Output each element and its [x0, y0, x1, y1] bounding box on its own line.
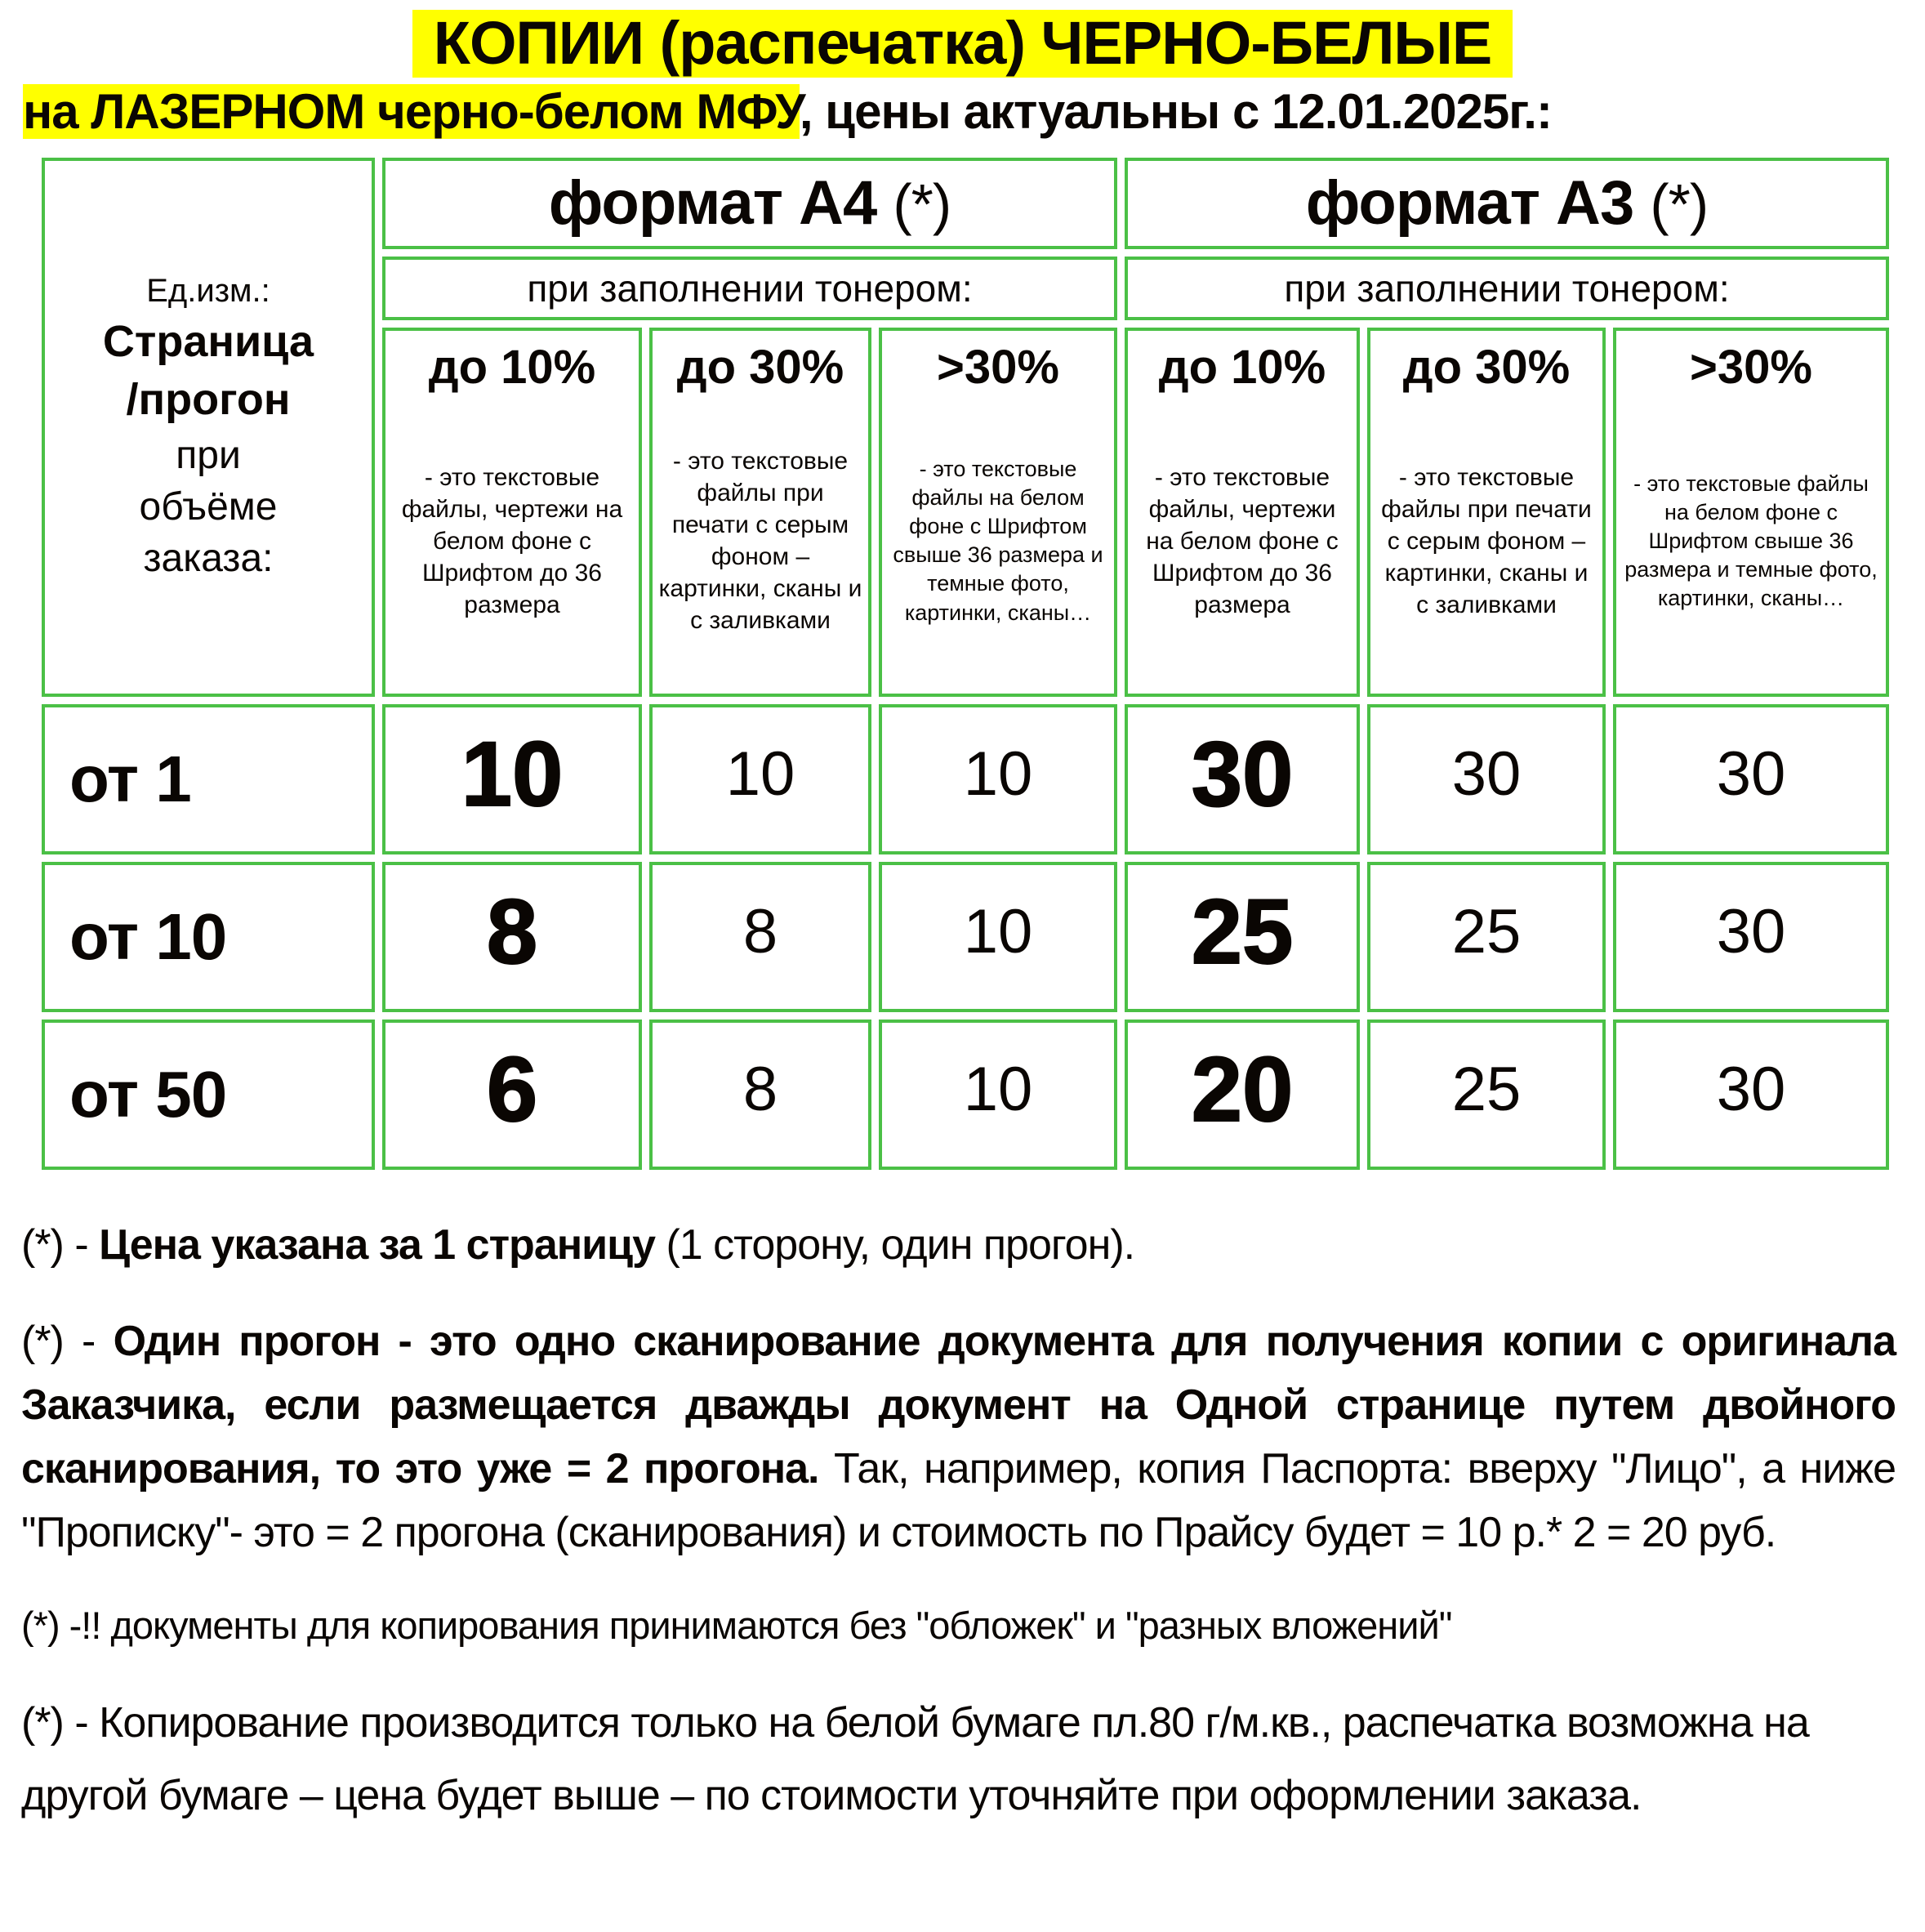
pct-header-a3-10 — [1125, 328, 1360, 697]
format-header-row — [42, 158, 1889, 249]
pct-label: до 10% — [428, 340, 596, 394]
format-a3-label: формат А3 — [1305, 168, 1634, 239]
price-cell: 10 — [649, 704, 871, 854]
pct-desc: - это текстовые файлы при печати с серым фоном – картинки, сканы и с заливками — [1381, 463, 1592, 618]
price-cell: 25 — [1367, 1020, 1606, 1170]
unit-line-1: Ед.изм.: — [146, 273, 270, 310]
format-a4-asterisk: (*) — [893, 172, 951, 237]
pct-label: >30% — [1690, 340, 1812, 394]
pct-header-a3-gt30 — [1613, 328, 1889, 697]
format-a3-asterisk: (*) — [1650, 172, 1709, 237]
price-cell: 25 — [1367, 862, 1606, 1012]
pct-header-a4-10 — [382, 328, 642, 697]
pct-desc: - это текстовые файлы, чертежи на белом фоне с Шрифтом до 36 размера — [401, 463, 623, 618]
page-subtitle — [23, 81, 1909, 142]
toner-a4-header: при заполнении тонером: — [382, 257, 1117, 320]
footnote-text: Так, например, копия Паспорта: вверху "Лицо", а ниже "Прописку"- это = 2 прогона (сканирования) и стоимость по Прайсу будет = 10 р.* 2 = 20 руб. — [21, 1444, 1896, 1556]
footnote-bold: Один прогон - это одно сканирование документа для получения копии с оригинала Заказчика, если размещается дважды документ на Одной странице путем двойного сканирования, то это уже = 2 прогона. — [21, 1317, 1896, 1493]
toner-a3-header: при заполнении тонером: — [1125, 257, 1889, 320]
row-label: от 10 — [42, 862, 375, 1012]
price-cell: 30 — [1613, 1020, 1889, 1170]
pct-desc: - это текстовые файлы на белом фоне с Шрифтом свыше 36 размера и темные фото, картинки, сканы… — [893, 457, 1103, 625]
table-row-from-50 — [42, 1020, 1889, 1170]
price-cell: 8 — [649, 862, 871, 1012]
pct-label: до 30% — [1402, 340, 1571, 394]
price-cell: 30 — [1613, 862, 1889, 1012]
price-table — [34, 150, 1896, 1177]
footnote-prefix: (*) - — [21, 1220, 100, 1269]
subtitle-rest: , цены актуальны с 12.01.2025г.: — [799, 83, 1552, 139]
footnote-paper: (*) - Копирование производится только на белой бумаге пл.80 г/м.кв., распечатка возможна на другой бумаге – цена будет выше – по стоимости уточняйте при оформлении заказа. — [21, 1699, 1809, 1819]
price-cell: 10 — [382, 704, 642, 854]
price-cell: 10 — [879, 862, 1117, 1012]
price-cell: 30 — [1367, 704, 1606, 854]
subtitle-highlighted: на ЛАЗЕРНОМ черно-белом МФУ — [23, 83, 800, 139]
table-row-from-10 — [42, 862, 1889, 1012]
row-label: от 1 — [42, 704, 375, 854]
footnote-bold: Цена указана за 1 страницу — [99, 1220, 655, 1269]
price-cell: 30 — [1125, 704, 1360, 854]
row-label: от 50 — [42, 1020, 375, 1170]
price-cell: 25 — [1125, 862, 1360, 1012]
pct-label: до 10% — [1158, 340, 1326, 394]
price-cell: 8 — [649, 1020, 871, 1170]
title-row — [0, 10, 1925, 78]
footnote-text: (1 сторону, один прогон). — [655, 1220, 1135, 1269]
price-cell: 10 — [879, 704, 1117, 854]
footnote-price-per-page — [21, 1213, 1896, 1277]
unit-line-5: объёме — [139, 484, 278, 529]
footnote-no-covers: (*) -!! документы для копирования принимаются без "обложек" и "разных вложений" — [21, 1603, 1452, 1647]
pct-header-a4-gt30 — [879, 328, 1117, 697]
unit-header-cell — [42, 158, 375, 697]
pct-desc: - это текстовые файлы на белом фоне с Шрифтом свыше 36 размера и темные фото, картинки, сканы… — [1624, 471, 1878, 611]
format-a4-header — [382, 158, 1117, 249]
format-a4-label: формат А4 — [548, 168, 877, 239]
footnote-prefix: (*) - — [21, 1317, 114, 1365]
pct-label: до 30% — [676, 340, 844, 394]
unit-line-2: Страница — [102, 316, 314, 366]
footnotes — [21, 1213, 1896, 1832]
pct-header-a3-30 — [1367, 328, 1606, 697]
unit-line-6: заказа: — [143, 537, 274, 581]
pct-label: >30% — [937, 340, 1059, 394]
format-a3-header — [1125, 158, 1889, 249]
pct-desc: - это текстовые файлы при печати с серым фоном – картинки, сканы и с заливками — [658, 448, 862, 635]
table-row-from-1 — [42, 704, 1889, 854]
unit-line-4: при — [176, 433, 241, 477]
price-cell: 30 — [1613, 704, 1889, 854]
page-title: КОПИИ (распечатка) ЧЕРНО-БЕЛЫЕ — [412, 10, 1513, 78]
price-cell: 10 — [879, 1020, 1117, 1170]
price-cell: 20 — [1125, 1020, 1360, 1170]
footnote-one-pass — [21, 1310, 1896, 1564]
pct-header-a4-30 — [649, 328, 871, 697]
price-cell: 8 — [382, 862, 642, 1012]
unit-line-3: /прогон — [126, 375, 291, 425]
price-cell: 6 — [382, 1020, 642, 1170]
pct-desc: - это текстовые файлы, чертежи на белом фоне с Шрифтом до 36 размера — [1146, 463, 1339, 618]
